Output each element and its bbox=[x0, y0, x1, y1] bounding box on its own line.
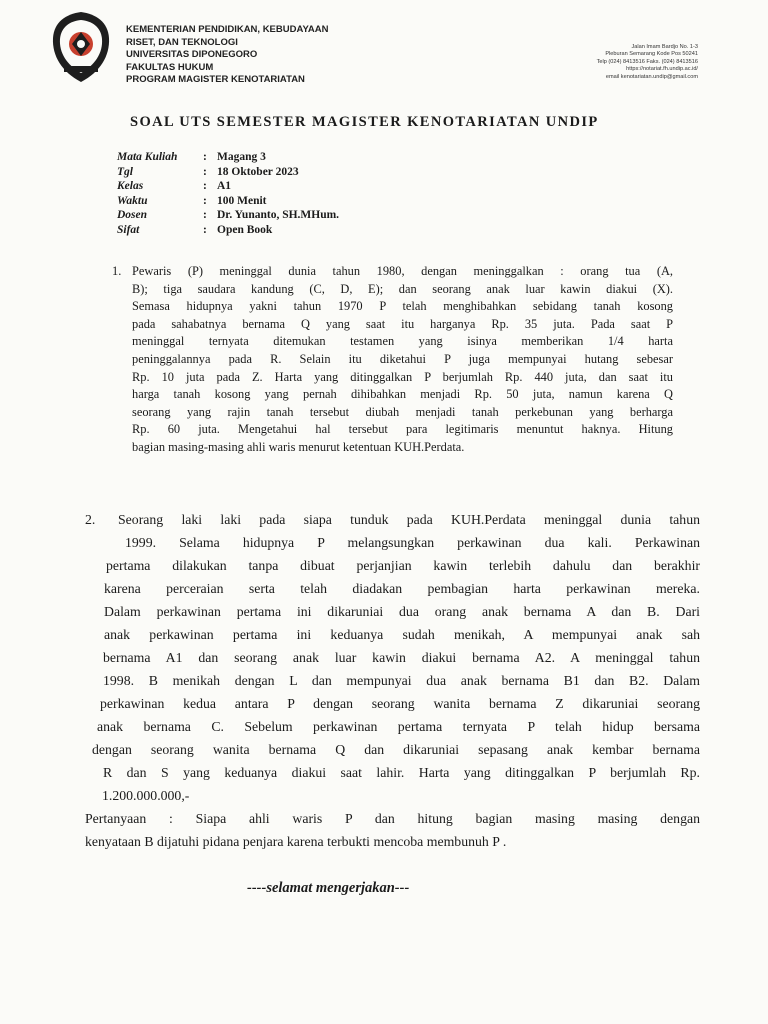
info-value: Dr. Yunanto, SH.MHum. bbox=[217, 209, 340, 222]
question-1 bbox=[112, 264, 673, 462]
institution-line: FAKULTAS HUKUM bbox=[126, 61, 214, 73]
institution-line: UNIVERSITAS DIPONEGORO bbox=[126, 49, 258, 61]
contact-line: Telp (024) 8413516 Faks. (024) 8413516 bbox=[596, 58, 698, 65]
question-line: karena perceraian serta telah diadakan pembagian harta perkawinan mereka. bbox=[104, 581, 700, 596]
info-label: Mata Kuliah bbox=[117, 151, 178, 163]
contact-block bbox=[597, 44, 698, 81]
question-line: meninggal ternyata ditemukan testamen yang isinya memberikan 1/4 harta bbox=[132, 334, 673, 349]
question-line: anak perkawinan pertama ini keduanya sudah menikah, A mempunyai anak sah bbox=[104, 627, 700, 642]
question-line: pertama dilakukan tanpa dibuat perjanjian kawin terlebih dahulu dan berakhir bbox=[106, 558, 700, 573]
info-value: 100 Menit bbox=[217, 194, 267, 207]
info-label: Sifat bbox=[117, 223, 140, 236]
question-line: Pertanyaan : Siapa ahli waris P dan hitung bagian masing masing dengan bbox=[85, 811, 700, 826]
info-separator: : bbox=[203, 194, 207, 207]
question-line: perkawinan kedua antara P dengan seorang wanita bernama Z dikaruniai seorang bbox=[100, 696, 700, 711]
contact-line: Pleburan Semarang Kode Pos 50241 bbox=[605, 51, 698, 58]
closing-note: ----selamat mengerjakan--- bbox=[247, 880, 410, 896]
institution-line: PROGRAM MAGISTER KENOTARIATAN bbox=[126, 74, 305, 86]
exam-title: SOAL UTS SEMESTER MAGISTER KENOTARIATAN UNDIP bbox=[130, 114, 599, 130]
info-label: Kelas bbox=[117, 180, 144, 193]
question-line: seorang yang rajin tanah tersebut diubah menjadi tanah perkebunan yang berharga bbox=[132, 404, 673, 419]
info-separator: : bbox=[203, 209, 207, 222]
info-row bbox=[117, 179, 339, 194]
info-value: Open Book bbox=[217, 223, 273, 236]
question-line: Dalam perkawinan pertama ini dikaruniai dua orang anak bernama A dan B. Dari bbox=[104, 604, 700, 619]
question-line: kenyataan B dijatuhi pidana penjara karena terbukti mencoba membunuh P . bbox=[85, 834, 507, 849]
info-value: Magang 3 bbox=[217, 151, 266, 163]
info-separator: : bbox=[203, 180, 207, 193]
info-label: Waktu bbox=[117, 194, 148, 207]
question-line: Semasa hidupnya yakni tahun 1970 P telah menghibahkan sebidang tanah kosong bbox=[132, 299, 673, 314]
exam-info-table bbox=[117, 150, 339, 238]
info-label: Tgl bbox=[117, 165, 133, 178]
question-line: peninggalannya pada R. Selain itu diketahui P juga mempunyai hutang sebesar bbox=[132, 352, 673, 366]
info-row bbox=[117, 150, 339, 165]
info-label: Dosen bbox=[117, 209, 148, 222]
info-separator: : bbox=[203, 165, 207, 178]
contact-line: email kenotariatan.undip@gmail.com bbox=[605, 73, 698, 80]
institution-line: RISET, DAN TEKNOLOGI bbox=[126, 36, 238, 48]
question-line: R dan S yang keduanya diakui saat lahir. Harta yang ditinggalkan P berjumlah Rp. bbox=[103, 765, 700, 780]
question-line: bernama A1 dan seorang anak luar kawin diakui bernama A2. A meninggal tahun bbox=[103, 650, 700, 665]
institution-letterhead bbox=[126, 24, 329, 87]
info-row bbox=[117, 223, 339, 238]
info-row bbox=[117, 208, 339, 223]
question-line: Rp. 60 juta. Mengetahui hal tersebut para legitimaris menuntut haknya. Hitung bbox=[132, 422, 673, 437]
info-separator: : bbox=[203, 223, 207, 236]
question-number: 1. bbox=[112, 264, 122, 278]
info-row bbox=[117, 194, 339, 209]
question-line: pada sahabatnya bernama Q yang saat itu harganya Rp. 35 juta. Pada saat P bbox=[132, 316, 673, 331]
question-line: anak bernama C. Sebelum perkawinan pertama ternyata P telah hidup bersama bbox=[97, 719, 700, 734]
question-line: 1998. B menikah dengan L dan mempunyai dua anak bernama B1 dan B2. Dalam bbox=[103, 673, 700, 688]
institution-line: KEMENTERIAN PENDIDIKAN, KEBUDAYAAN bbox=[126, 24, 329, 35]
contact-line: https://notariat.fh.undip.ac.id/ bbox=[626, 66, 698, 73]
question-line: Pewaris (P) meninggal dunia tahun 1980, dengan meninggalkan : orang tua (A, bbox=[132, 264, 673, 278]
question-2 bbox=[85, 512, 700, 861]
question-line: 1.200.000.000,- bbox=[102, 788, 190, 803]
question-line: dengan seorang wanita bernama Q dan dikaruniai sepasang anak kembar bernama bbox=[92, 742, 700, 757]
question-line: 1999. Selama hidupnya P melangsungkan perkawinan dua kali. Perkawinan bbox=[125, 535, 700, 550]
info-separator: : bbox=[203, 151, 207, 163]
info-row bbox=[117, 165, 339, 180]
question-line: B); tiga saudara kandung (C, D, E); dan seorang anak luar kawin diakui (X). bbox=[132, 281, 673, 296]
question-number: 2. bbox=[85, 512, 96, 527]
question-line: Seorang laki laki pada siapa tunduk pada KUH.Perdata meninggal dunia tahun bbox=[118, 512, 700, 527]
question-line: Rp. 10 juta pada Z. Harta yang ditinggalkan P berjumlah Rp. 440 juta, dan saat itu bbox=[132, 369, 673, 384]
question-line: bagian masing-masing ahli waris menurut ketentuan KUH.Perdata. bbox=[132, 440, 465, 454]
contact-line: Jalan Imam Bardjo No. 1-3 bbox=[631, 44, 698, 50]
university-seal-icon bbox=[50, 8, 112, 86]
info-value: A1 bbox=[217, 180, 232, 193]
info-value: 18 Oktober 2023 bbox=[217, 165, 299, 178]
question-line: harga tanah kosong yang pernah dihibahkan menjadi Rp. 50 juta, namun karena Q bbox=[132, 387, 673, 402]
